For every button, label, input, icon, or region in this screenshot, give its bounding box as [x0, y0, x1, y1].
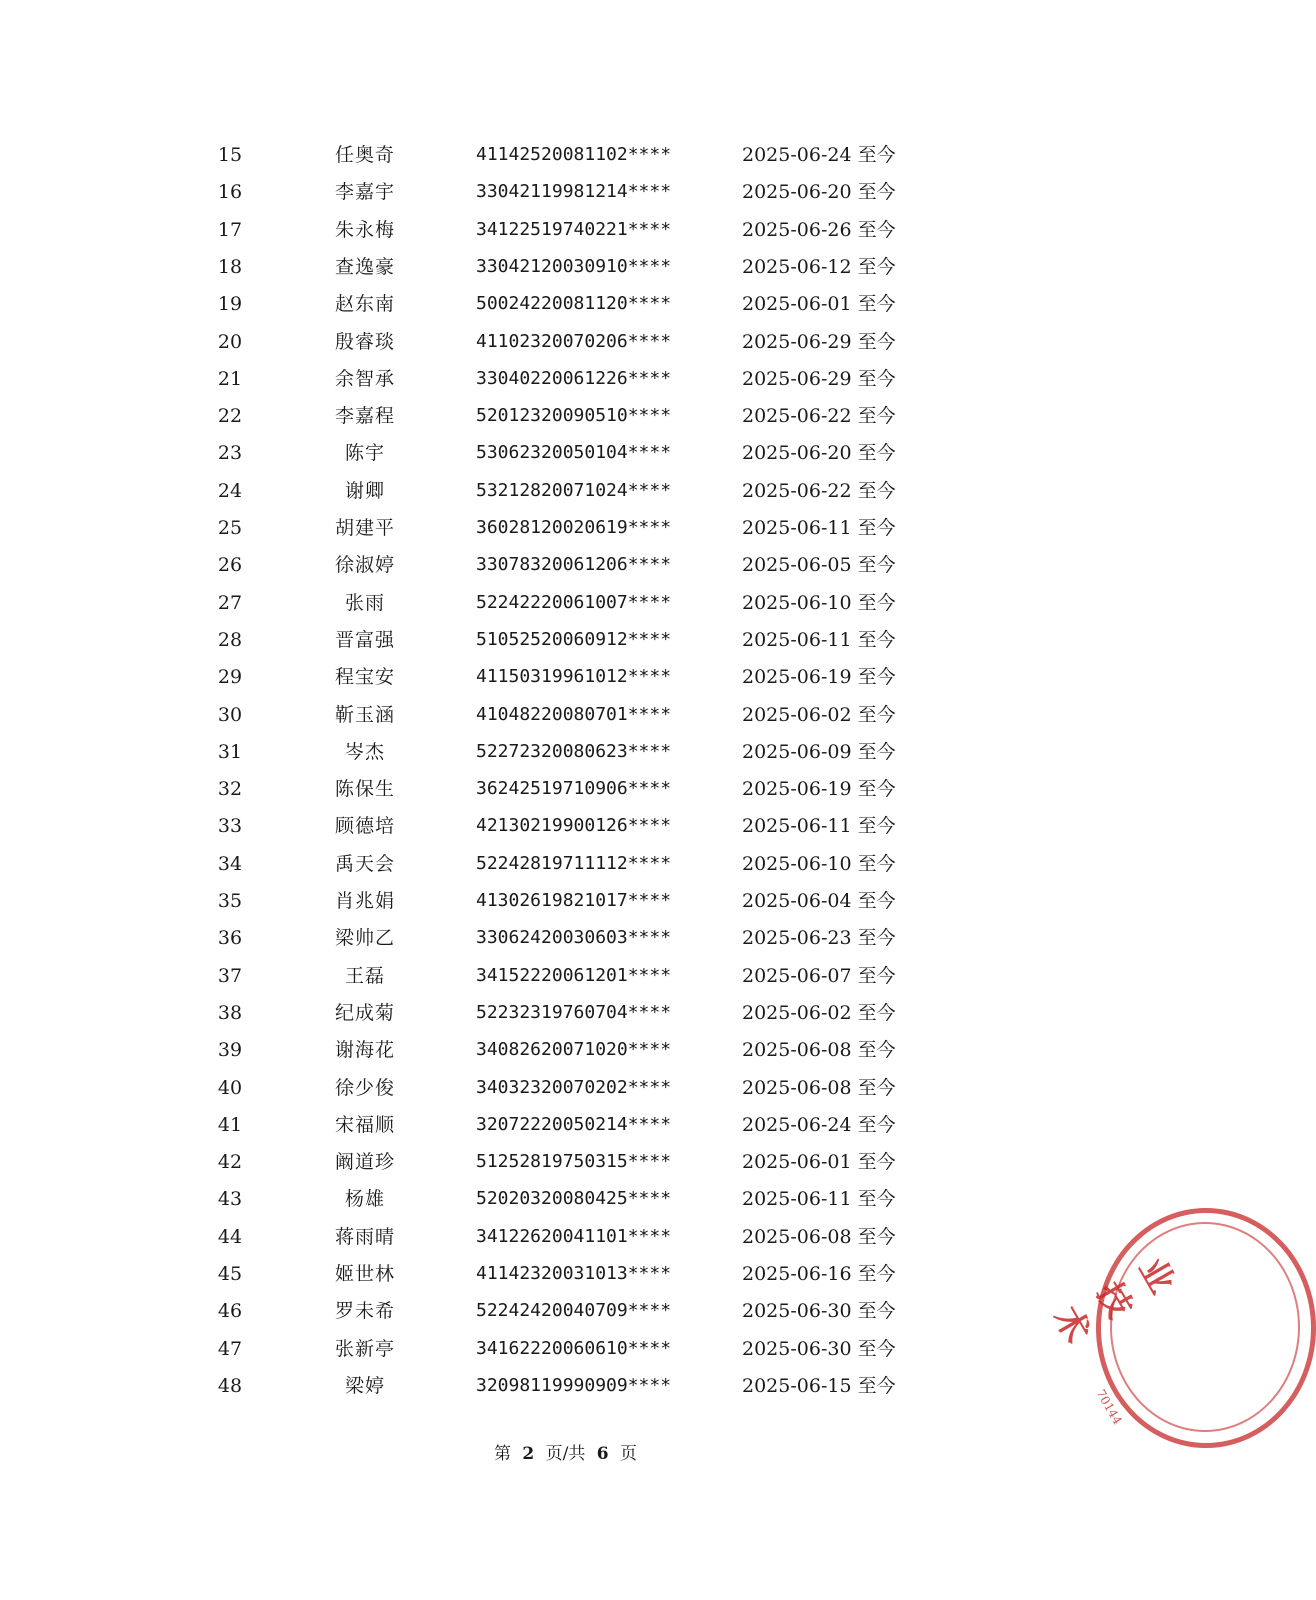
id-number: 52242420040709**** — [476, 1300, 672, 1322]
row-number: 21 — [217, 367, 243, 390]
row-number: 43 — [217, 1188, 243, 1211]
date-range: 2025-06-23 至今 — [742, 927, 896, 950]
table-row — [0, 588, 1131, 618]
id-number: 41102320070206**** — [476, 330, 672, 352]
person-name: 王磊 — [344, 964, 385, 987]
row-number: 47 — [217, 1337, 243, 1360]
row-number: 48 — [217, 1374, 243, 1397]
table-row — [0, 550, 1131, 580]
row-number: 22 — [217, 405, 243, 428]
id-number: 53062320050104**** — [476, 442, 672, 464]
person-name: 赵东南 — [334, 293, 395, 316]
id-number: 34122620041101**** — [476, 1225, 672, 1247]
row-number: 23 — [217, 442, 243, 465]
person-name: 梁婷 — [344, 1374, 385, 1397]
table-row — [0, 886, 1131, 916]
person-name: 顾德培 — [334, 815, 395, 838]
row-number: 41 — [217, 1113, 243, 1136]
id-number: 33040220061226**** — [476, 367, 672, 389]
red-seal-inner-ring — [1110, 1222, 1300, 1432]
id-number: 33062420030603**** — [476, 927, 672, 949]
person-name: 岑杰 — [344, 740, 385, 763]
date-range: 2025-06-05 至今 — [742, 554, 896, 577]
person-name: 姬世林 — [334, 1263, 395, 1285]
person-name: 任奥奇 — [334, 144, 395, 166]
table-row — [0, 364, 1131, 394]
date-range: 2025-06-08 至今 — [742, 1076, 896, 1099]
id-number: 41048220080701**** — [476, 703, 672, 725]
person-name: 杨雄 — [344, 1188, 385, 1211]
row-number: 27 — [217, 591, 243, 614]
table-row — [0, 811, 1131, 841]
date-range: 2025-06-24 至今 — [742, 144, 896, 166]
table-row — [0, 1259, 1131, 1289]
id-number: 52272320080623**** — [476, 740, 672, 762]
date-range: 2025-06-02 至今 — [742, 703, 896, 726]
table-row — [0, 774, 1131, 804]
person-name: 禹天会 — [334, 852, 395, 875]
row-number: 17 — [217, 218, 243, 241]
date-range: 2025-06-29 至今 — [742, 367, 896, 390]
id-number: 36028120020619**** — [476, 517, 672, 538]
table-row — [0, 998, 1131, 1028]
person-name: 纪成菊 — [334, 1001, 395, 1024]
person-name: 查逸豪 — [334, 255, 395, 278]
date-range: 2025-06-20 至今 — [742, 442, 896, 465]
id-number: 33042120030910**** — [476, 255, 672, 277]
row-number: 19 — [217, 293, 243, 316]
table-row — [0, 177, 1131, 207]
table-row — [0, 1222, 1131, 1252]
table-row — [0, 849, 1131, 879]
id-number: 52232319760704**** — [476, 1001, 672, 1023]
table-row — [0, 700, 1131, 730]
table-row — [0, 1296, 1131, 1326]
date-range: 2025-06-01 至今 — [742, 1151, 896, 1174]
row-number: 42 — [217, 1151, 243, 1174]
id-number: 51052520060912**** — [476, 628, 672, 650]
date-range: 2025-06-22 至今 — [742, 405, 896, 428]
row-number: 31 — [217, 740, 243, 763]
person-name: 胡建平 — [334, 517, 395, 539]
person-name: 肖兆娟 — [334, 890, 395, 912]
id-number: 32072220050214**** — [476, 1113, 672, 1135]
person-name: 宋福顺 — [334, 1113, 395, 1136]
person-name: 朱永梅 — [334, 218, 395, 241]
id-number: 52242819711112**** — [476, 852, 672, 874]
date-range: 2025-06-07 至今 — [742, 964, 896, 987]
person-name: 余智承 — [334, 367, 395, 390]
person-name: 晋富强 — [334, 628, 395, 651]
row-number: 30 — [217, 703, 243, 726]
date-range: 2025-06-24 至今 — [742, 1113, 896, 1136]
table-row — [0, 662, 1131, 692]
person-name: 徐少俊 — [334, 1076, 395, 1099]
id-number: 41302619821017**** — [476, 890, 672, 911]
id-number: 34152220061201**** — [476, 964, 672, 986]
table-row — [0, 737, 1131, 767]
date-range: 2025-06-30 至今 — [742, 1337, 896, 1360]
id-number: 34122519740221**** — [476, 218, 672, 240]
date-range: 2025-06-11 至今 — [742, 815, 896, 838]
footer-prefix: 第 — [493, 1444, 511, 1464]
table-row — [0, 1110, 1131, 1140]
id-number: 52242220061007**** — [476, 591, 672, 613]
table-row — [0, 215, 1131, 245]
row-number: 33 — [217, 815, 243, 838]
table-row — [0, 1334, 1131, 1364]
date-range: 2025-06-11 至今 — [742, 517, 896, 539]
date-range: 2025-06-15 至今 — [742, 1374, 896, 1397]
row-number: 32 — [217, 778, 243, 801]
date-range: 2025-06-08 至今 — [742, 1039, 896, 1062]
row-number: 46 — [217, 1300, 243, 1323]
footer-suffix: 页 — [620, 1444, 638, 1464]
person-name: 蒋雨晴 — [334, 1225, 395, 1248]
row-number: 18 — [217, 255, 243, 278]
id-number: 33078320061206**** — [476, 554, 672, 576]
date-range: 2025-06-26 至今 — [742, 218, 896, 241]
id-number: 41150319961012**** — [476, 666, 672, 688]
row-number: 37 — [217, 964, 243, 987]
footer-middle: 页/共 — [545, 1444, 586, 1464]
date-range: 2025-06-19 至今 — [742, 778, 896, 801]
row-number: 20 — [217, 330, 243, 353]
row-number: 34 — [217, 852, 243, 875]
row-number: 29 — [217, 666, 243, 689]
person-name: 徐淑婷 — [334, 554, 395, 577]
person-name: 罗未希 — [334, 1300, 395, 1323]
date-range: 2025-06-30 至今 — [742, 1300, 896, 1323]
person-name: 陈宇 — [344, 442, 385, 465]
person-name: 靳玉涵 — [334, 703, 395, 726]
person-name: 谢海花 — [334, 1039, 395, 1062]
date-range: 2025-06-10 至今 — [742, 591, 896, 614]
id-number: 52020320080425**** — [476, 1188, 672, 1210]
id-number: 41142320031013**** — [476, 1263, 672, 1284]
person-name: 阚道珍 — [334, 1151, 395, 1174]
id-number: 53212820071024**** — [476, 479, 672, 501]
date-range: 2025-06-11 至今 — [742, 1188, 896, 1211]
date-range: 2025-06-08 至今 — [742, 1225, 896, 1248]
row-number: 44 — [217, 1225, 243, 1248]
date-range: 2025-06-20 至今 — [742, 181, 896, 204]
person-name: 程宝安 — [334, 666, 395, 689]
date-range: 2025-06-11 至今 — [742, 628, 896, 651]
table-row — [0, 401, 1131, 431]
person-name: 张雨 — [344, 591, 385, 614]
table-row — [0, 1147, 1131, 1177]
row-number: 26 — [217, 554, 243, 577]
person-name: 李嘉宇 — [334, 181, 395, 204]
table-row — [0, 140, 1131, 170]
table-row — [0, 1184, 1131, 1214]
row-number: 39 — [217, 1039, 243, 1062]
page-footer — [0, 1442, 1131, 1466]
person-name: 李嘉程 — [334, 405, 395, 428]
id-number: 41142520081102**** — [476, 144, 672, 165]
row-number: 25 — [217, 517, 243, 539]
row-number: 24 — [217, 479, 243, 502]
row-number: 45 — [217, 1263, 243, 1285]
table-row — [0, 961, 1131, 991]
table-row — [0, 289, 1131, 319]
id-number: 34162220060610**** — [476, 1337, 672, 1359]
row-number: 36 — [217, 927, 243, 950]
date-range: 2025-06-02 至今 — [742, 1001, 896, 1024]
date-range: 2025-06-10 至今 — [742, 852, 896, 875]
seal-lettering: 业技术 — [1045, 1251, 1183, 1350]
id-number: 34082620071020**** — [476, 1039, 672, 1061]
table-row — [0, 327, 1131, 357]
table-row — [0, 923, 1131, 953]
id-number: 52012320090510**** — [476, 405, 672, 427]
id-number: 32098119990909**** — [476, 1374, 672, 1396]
table-row — [0, 1073, 1131, 1103]
date-range: 2025-06-12 至今 — [742, 255, 896, 278]
person-name: 陈保生 — [334, 778, 395, 801]
date-range: 2025-06-01 至今 — [742, 293, 896, 316]
row-number: 38 — [217, 1001, 243, 1024]
date-range: 2025-06-04 至今 — [742, 890, 896, 912]
date-range: 2025-06-19 至今 — [742, 666, 896, 689]
row-number: 15 — [217, 144, 243, 166]
person-name: 梁帅乙 — [334, 927, 395, 950]
id-number: 51252819750315**** — [476, 1151, 672, 1173]
date-range: 2025-06-09 至今 — [742, 740, 896, 763]
current-page-number: 2 — [522, 1444, 535, 1464]
id-number: 42130219900126**** — [476, 815, 672, 837]
table-row — [0, 438, 1131, 468]
person-name: 殷睿琰 — [334, 330, 395, 353]
date-range: 2025-06-22 至今 — [742, 479, 896, 502]
table-row — [0, 513, 1131, 543]
table-row — [0, 476, 1131, 506]
id-number: 50024220081120**** — [476, 293, 672, 315]
date-range: 2025-06-29 至今 — [742, 330, 896, 353]
table-row — [0, 252, 1131, 282]
row-number: 16 — [217, 181, 243, 204]
table-row — [0, 625, 1131, 655]
table-row — [0, 1035, 1131, 1065]
total-page-number: 6 — [596, 1444, 609, 1464]
seal-number: 70144 — [1093, 1386, 1125, 1428]
person-name: 谢卿 — [344, 479, 385, 502]
row-number: 28 — [217, 628, 243, 651]
table-row — [0, 1371, 1131, 1401]
person-name: 张新亭 — [334, 1337, 395, 1360]
id-number: 33042119981214**** — [476, 181, 672, 203]
id-number: 34032320070202**** — [476, 1076, 672, 1098]
id-number: 36242519710906**** — [476, 778, 672, 800]
row-number: 40 — [217, 1076, 243, 1099]
date-range: 2025-06-16 至今 — [742, 1263, 896, 1285]
row-number: 35 — [217, 890, 243, 912]
